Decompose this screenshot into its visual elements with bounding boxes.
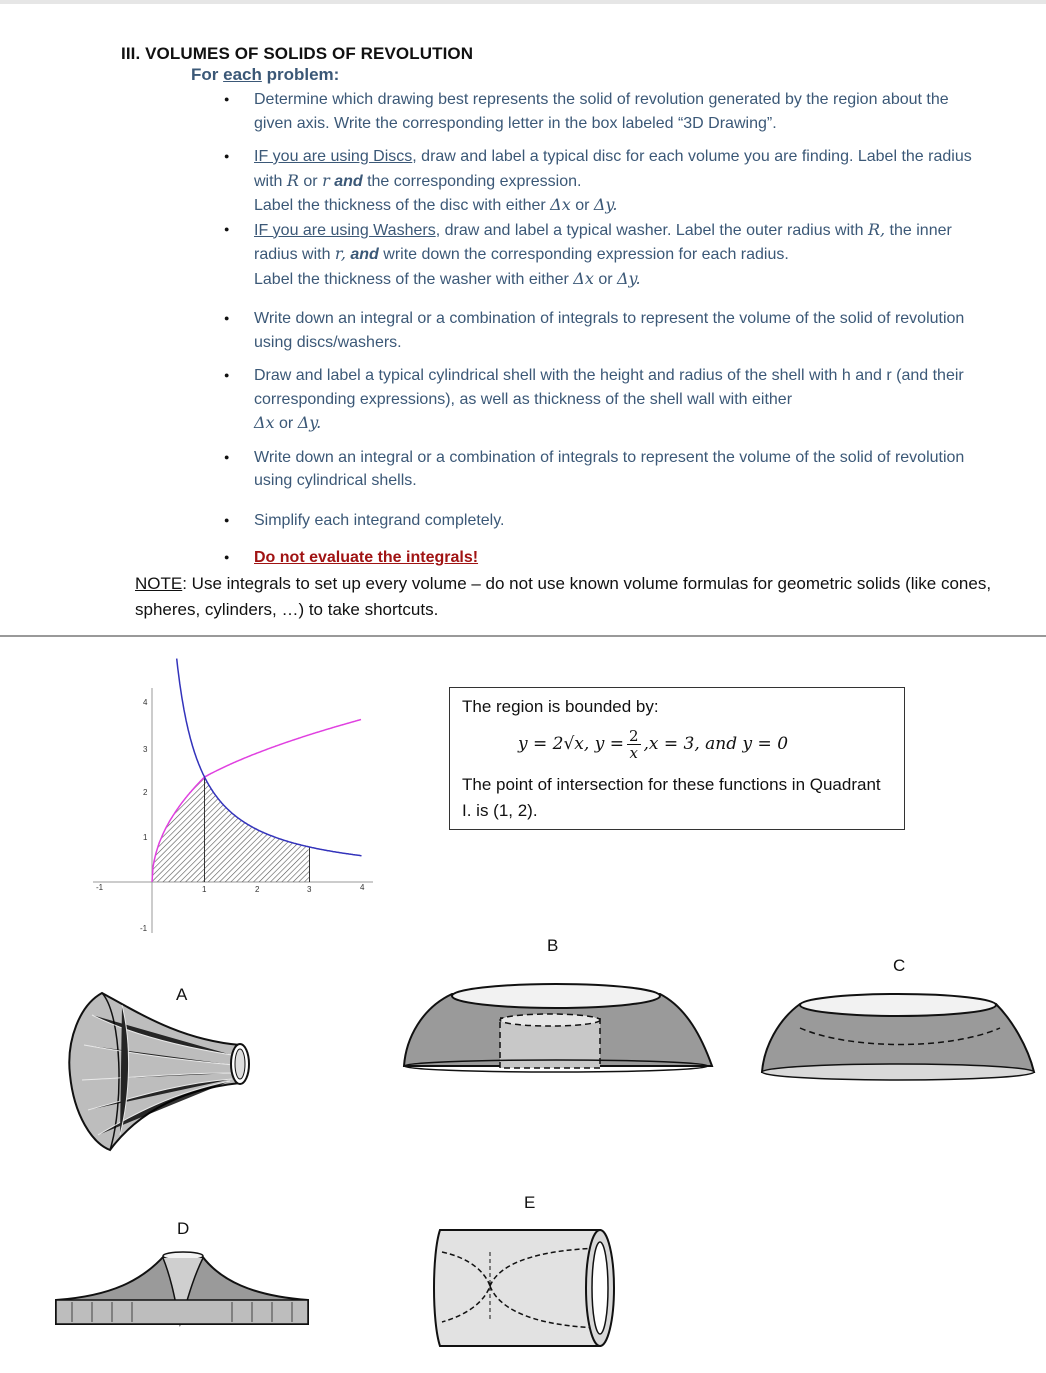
bullet-simplify: ● Simplify each integrand completely. [224, 509, 984, 533]
region-description-box [449, 687, 905, 830]
bullet-washers: ● IF you are using Washers, draw and label a typical washer. Label the outer radius with R, the inner radius with r, and write down the corresponding expression for each radius. Label the thickness of the washer with either Δx or Δy. [224, 218, 984, 292]
y-tick-1: 1 [143, 833, 148, 842]
section-divider [0, 635, 1046, 637]
x-tick-1: 1 [202, 885, 207, 894]
section-title: III. VOLUMES OF SOLIDS OF REVOLUTION [121, 44, 474, 63]
y-tick-4: 4 [143, 698, 148, 707]
region-equations: y = 2√x, y = $\frac{2}{x}$ ,x = 3, and y = 0 [518, 727, 789, 762]
intersection-text: The point of intersection for these functions in Quadrant I. is (1, 2). [462, 775, 881, 820]
region-intro: The region is bounded by: [462, 697, 659, 716]
top-border [0, 0, 1046, 4]
y-tick-3: 3 [143, 745, 148, 754]
y-tick-neg1: -1 [140, 924, 148, 933]
bullet-3d-drawing: ● Determine which drawing best represents the solid of revolution generated by the region about the given axis. Write the corresponding letter in the box labeled “3D Drawing”. [224, 88, 984, 135]
solid-drawing-a [62, 985, 262, 1155]
label-e: E [524, 1193, 536, 1212]
label-c: C [893, 956, 906, 975]
bullet-disc-integral: ● Write down an integral or a combination of integrals to represent the volume of the solid of revolution using discs/washers. [224, 307, 984, 354]
shaded-region [152, 777, 310, 882]
solid-drawing-b [402, 978, 717, 1068]
solid-drawing-c [760, 992, 1040, 1082]
x-tick-4: 4 [360, 883, 365, 892]
label-d: D [177, 1219, 190, 1238]
bullet-do-not-evaluate: ● Do not evaluate the integrals! [224, 546, 984, 570]
x-tick-3: 3 [307, 885, 312, 894]
solid-drawing-d [52, 1250, 312, 1330]
instruction-list [224, 88, 984, 570]
x-tick-2: 2 [255, 885, 260, 894]
note: NOTE: Use integrals to set up every volume – do not use known volume formulas for geometric solids (like cones, spheres, cylinders, …) to take shortcuts. [135, 574, 992, 619]
label-a: A [176, 985, 188, 1004]
bullet-shell: ● Draw and label a typical cylindrical shell with the height and radius of the shell with h and r (and their corresponding expressions), as well as thickness of the shell wall with either Δx or Δy. [224, 364, 984, 436]
region-graph [88, 668, 378, 938]
bullet-shell-integral: ● Write down an integral or a combination of integrals to represent the volume of the solid of revolution using cylindrical shells. [224, 446, 984, 493]
solid-drawing-e [430, 1222, 620, 1352]
label-b: B [547, 936, 559, 955]
bullet-discs: ● IF you are using Discs, draw and label a typical disc for each volume you are finding. Label the radius with R or r and the corresponding expression. Label the thickness of the disc with either Δx or Δy. [224, 145, 984, 218]
section-subtitle: For each problem: [191, 65, 340, 84]
x-tick-neg1: -1 [96, 883, 104, 892]
y-tick-2: 2 [143, 788, 148, 797]
